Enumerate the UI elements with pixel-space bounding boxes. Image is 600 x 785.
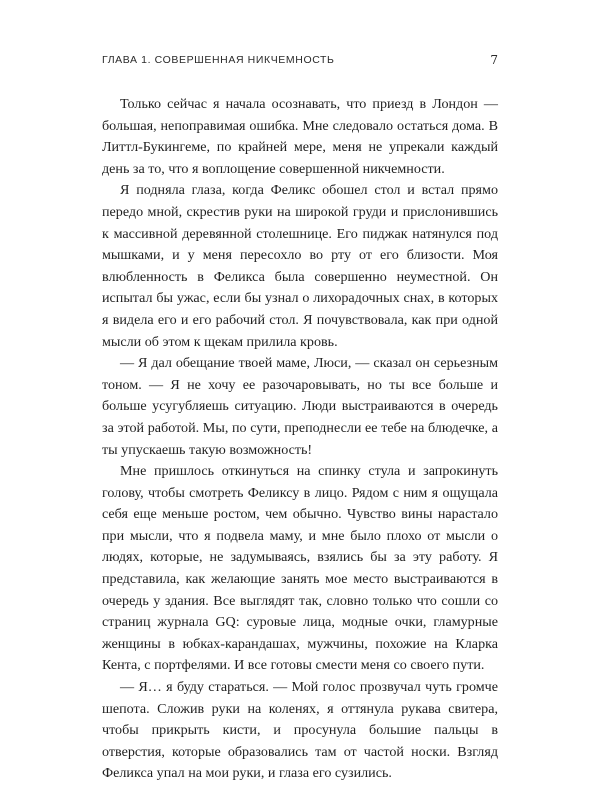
page-number: 7 — [490, 53, 498, 67]
body-text — [102, 94, 498, 785]
paragraph-2: Я подняла глаза, когда Феликс обошел стол и встал прямо передо мной, скрестив руки на широкой груди и прислонившись к массивной деревянной столешнице. Его пиджак натянулся под мышками, и у меня пересохло во рту от его близости. Моя влюбленность в Феликса была совершенно неуместной. Он испытал бы ужас, если бы узнал о лихорадочных снах, в которых я видела его и его рабочий стол. Я почувствовала, как при одной мысли об этом к щекам прилила кровь. — [102, 182, 498, 350]
running-header — [102, 54, 498, 72]
paragraph-5: — Я… я буду стараться. — Мой голос прозвучал чуть громче шепота. Сложив руки на коленях, я оттянула рукава свитера, чтобы прикрыть кисти, и просунула большие пальцы в отверстия, которые образовались там от частой носки. Взгляд Феликса упал на мои руки, и глаза его сузились. — [102, 679, 498, 782]
chapter-title: ГЛАВА 1. СОВЕРШЕННАЯ НИКЧЕМНОСТЬ — [102, 54, 335, 66]
paragraph-1: Только сейчас я начала осознавать, что приезд в Лондон — большая, непоправимая ошибка. Мне следовало остаться дома. В Литтл-Букингеме, по крайней мере, меня не упрекали каждый день за то, что я воплощение совершенной никчемности. — [102, 96, 498, 177]
paragraph-4: Мне пришлось откинуться на спинку стула и запрокинуть голову, чтобы смотреть Феликсу в лицо. Рядом с ним я ощущала себя еще меньше ростом, чем обычно. Чувство вины нарастало при мысли, что я подвела маму, и мне было плохо от мысли о людях, которые, не задумываясь, взялись бы за эту работу. Я представила, как желающие занять мое место выстраиваются в очередь у здания. Все выглядят так, словно только что сошли со страниц журнала GQ: суровые лица, модные очки, гламурные женщины в юбках-карандашах, мужчины, похожие на Кларка Кента, с портфелями. И все готовы смести меня со своего пути. — [102, 463, 498, 674]
paragraph-3: — Я дал обещание твоей маме, Люси, — сказал он серьезным тоном. — Я не хочу ее разочаровывать, но ты все больше и больше усугубляешь ситуацию. Люди выстраиваются в очередь за этой работой. Мы, по сути, преподнесли ее тебе на блюдечке, а ты упускаешь такую возможность! — [102, 355, 498, 458]
